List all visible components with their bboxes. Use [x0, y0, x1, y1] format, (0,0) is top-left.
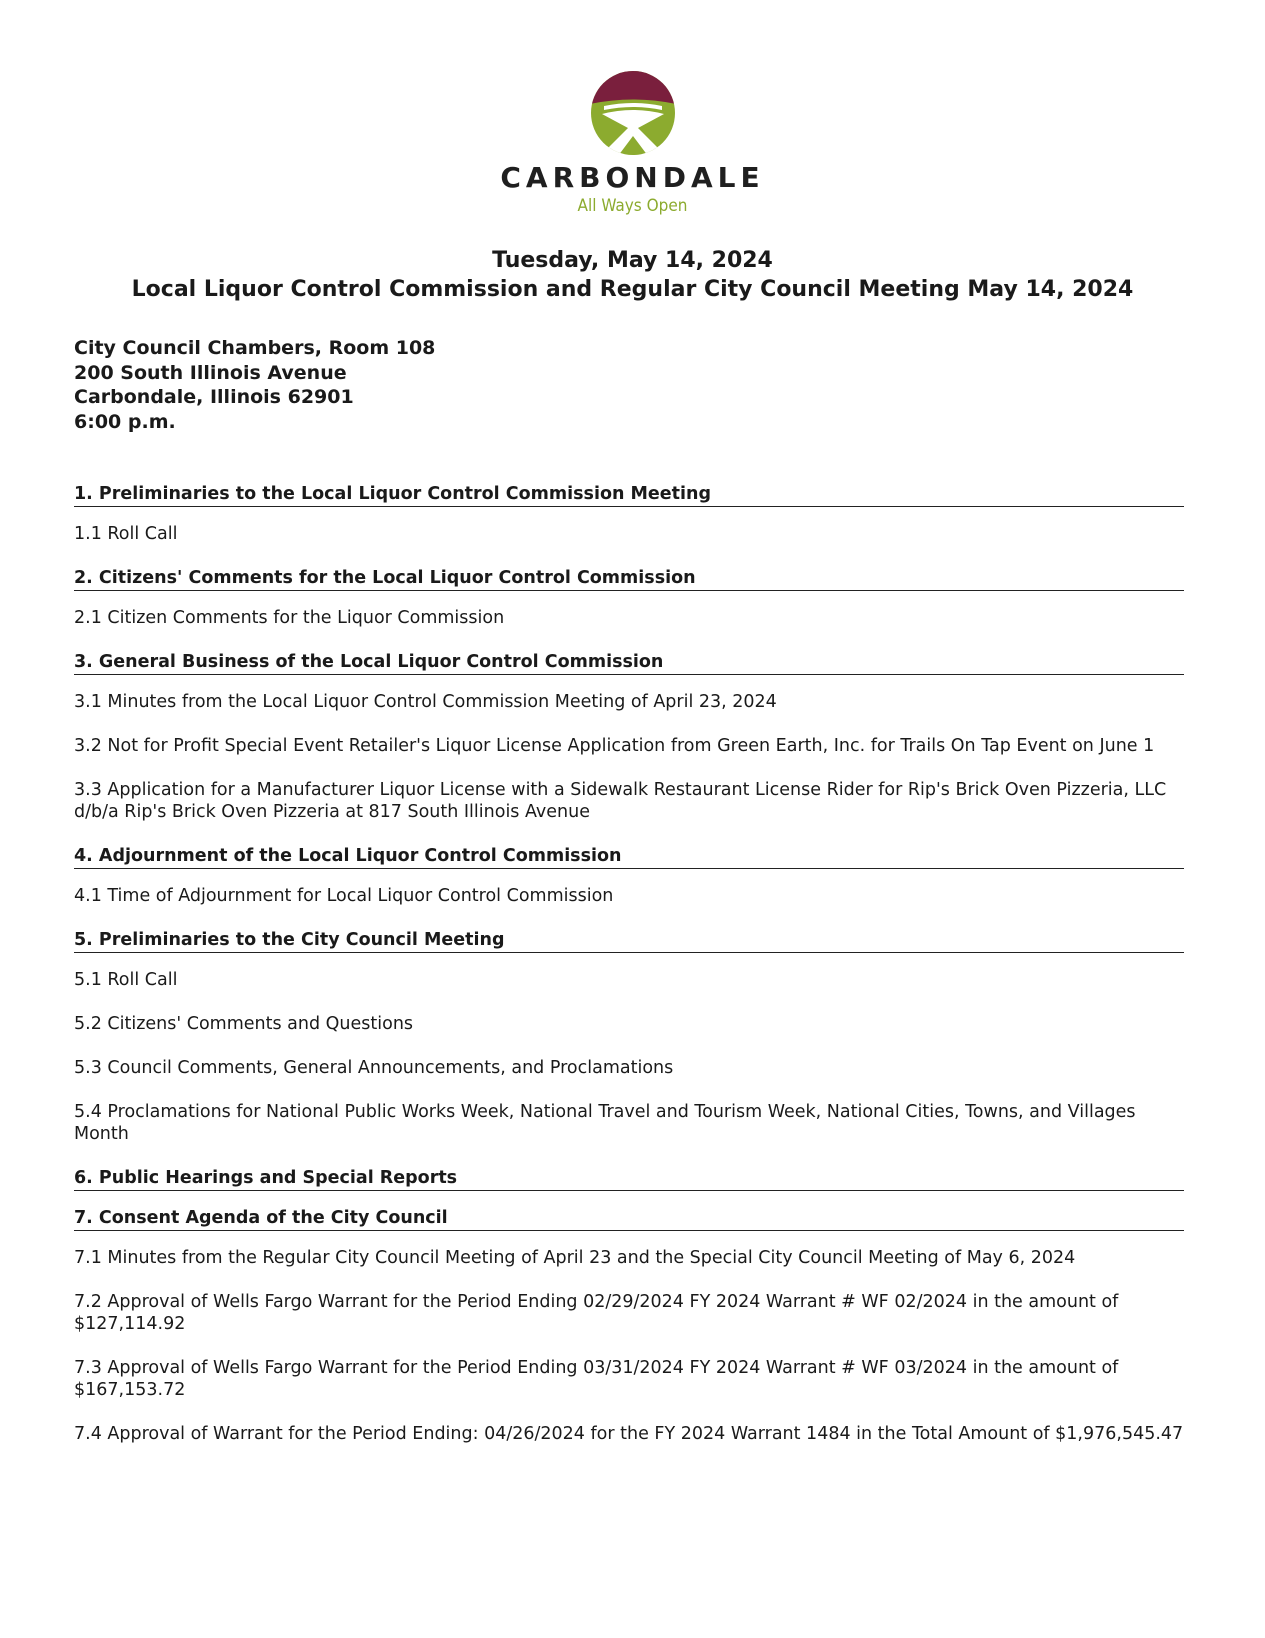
agenda-section	[74, 1167, 1184, 1191]
agenda-section	[74, 845, 1184, 907]
agenda-section	[74, 1207, 1184, 1445]
meeting-title: Local Liquor Control Commission and Regular City Council Meeting May 14, 2024	[131, 277, 1134, 302]
meeting-location	[74, 336, 435, 434]
agenda-section	[74, 483, 1184, 545]
agenda-item: 7.3 Approval of Wells Fargo Warrant for the Period Ending 03/31/2024 FY 2024 Warrant # WF 03/2024 in the amount of $167,153.72	[74, 1358, 1119, 1400]
agenda-item: 7.2 Approval of Wells Fargo Warrant for the Period Ending 02/29/2024 FY 2024 Warrant # WF 02/2024 in the amount of $127,114.92	[74, 1292, 1119, 1334]
agenda-item: 5.2 Citizens' Comments and Questions	[74, 1014, 414, 1034]
brand-name: CARBONDALE	[500, 161, 765, 194]
brand-tagline: All Ways Open	[577, 196, 688, 216]
agenda-item: 3.2 Not for Profit Special Event Retailer's Liquor License Application from Green Earth, Inc. for Trails On Tap Event on June 1	[74, 736, 1155, 756]
location-room: City Council Chambers, Room 108	[74, 337, 436, 359]
section-heading: 2. Citizens' Comments for the Local Liquor Control Commission	[74, 567, 1184, 591]
section-heading: 3. General Business of the Local Liquor Control Commission	[74, 651, 1184, 675]
location-street: 200 South Illinois Avenue	[74, 361, 347, 384]
section-heading: 7. Consent Agenda of the City Council	[74, 1207, 1184, 1231]
section-heading: 6. Public Hearings and Special Reports	[74, 1167, 1184, 1191]
section-heading: 4. Adjournment of the Local Liquor Control Commission	[74, 845, 1184, 869]
agenda-item: 7.4 Approval of Warrant for the Period Ending: 04/26/2024 for the FY 2024 Warrant 1484 in the Total Amount of $1,976,545.47	[74, 1424, 1184, 1444]
logo	[0, 70, 1265, 216]
meeting-header	[0, 246, 1265, 304]
agenda-item: 1.1 Roll Call	[74, 524, 178, 544]
agenda-item: 3.3 Application for a Manufacturer Liquor License with a Sidewalk Restaurant License Rider for Rip's Brick Oven Pizzeria, LLC d/b/a Rip's Brick Oven Pizzeria at 817 South Illinois Avenue	[74, 780, 1167, 822]
meeting-date: Tuesday, May 14, 2024	[492, 248, 773, 273]
carbondale-emblem-icon	[590, 70, 676, 156]
agenda-section	[74, 651, 1184, 823]
agenda-item: 7.1 Minutes from the Regular City Council Meeting of April 23 and the Special City Council Meeting of May 6, 2024	[74, 1248, 1076, 1268]
agenda	[74, 483, 1184, 1445]
meeting-time: 6:00 p.m.	[74, 410, 176, 433]
section-heading: 1. Preliminaries to the Local Liquor Control Commission Meeting	[74, 483, 1184, 507]
agenda-item: 5.1 Roll Call	[74, 970, 178, 990]
agenda-section	[74, 567, 1184, 629]
agenda-item: 4.1 Time of Adjournment for Local Liquor Control Commission	[74, 886, 614, 906]
agenda-item: 2.1 Citizen Comments for the Liquor Commission	[74, 608, 505, 628]
agenda-section	[74, 929, 1184, 1145]
agenda-item: 5.4 Proclamations for National Public Works Week, National Travel and Tourism Week, National Cities, Towns, and Villages Month	[74, 1102, 1136, 1144]
agenda-item: 5.3 Council Comments, General Announcements, and Proclamations	[74, 1058, 674, 1078]
location-city: Carbondale, Illinois 62901	[74, 386, 354, 408]
agenda-item: 3.1 Minutes from the Local Liquor Control Commission Meeting of April 23, 2024	[74, 692, 777, 712]
section-heading: 5. Preliminaries to the City Council Meeting	[74, 929, 1184, 953]
